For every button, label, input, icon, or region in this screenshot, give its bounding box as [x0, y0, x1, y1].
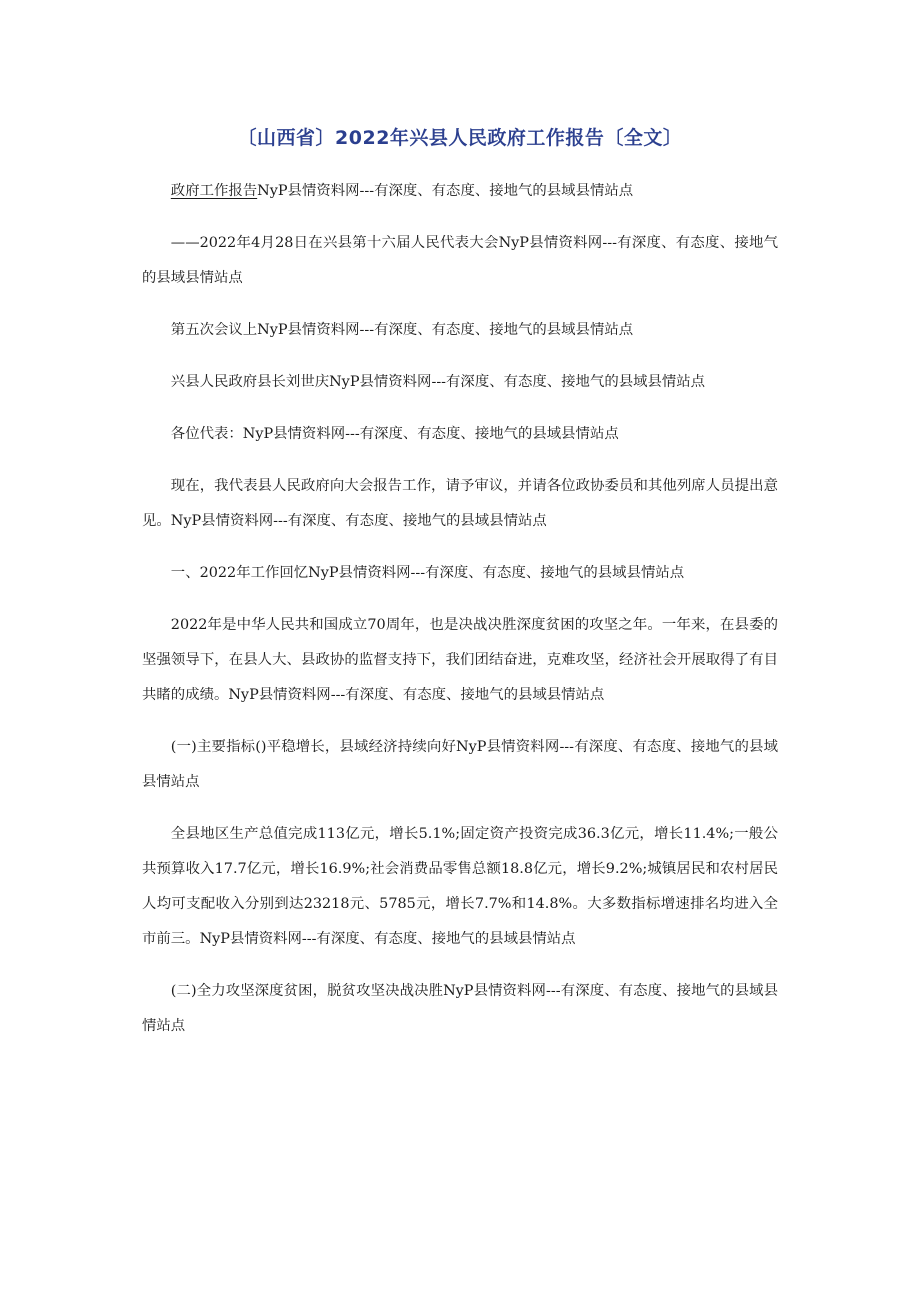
paragraph-6: 现在，我代表县人民政府向大会报告工作，请予审议，并请各位政协委员和其他列席人员提出意见。NyP县情资料网---有深度、有态度、接地气的县域县情站点: [142, 478, 778, 529]
paragraph-4: 兴县人民政府县长刘世庆NyP县情资料网---有深度、有态度、接地气的县域县情站点: [170, 374, 706, 390]
paragraph-1: [142, 174, 778, 209]
paragraph-5: 各位代表：NyP县情资料网---有深度、有态度、接地气的县域县情站点: [170, 426, 619, 442]
paragraph-9: (一)主要指标()平稳增长，县域经济持续向好NyP县情资料网---有深度、有态度、接地气的县域县情站点: [142, 739, 778, 790]
paragraph-3: 第五次会议上NyP县情资料网---有深度、有态度、接地气的县域县情站点: [170, 322, 634, 338]
paragraph-8: 2022年是中华人民共和国成立70周年，也是决战决胜深度贫困的攻坚之年。一年来，在县委的坚强领导下，在县人大、县政协的监督支持下，我们团结奋进，克难攻坚，经济社会开展取得了有目共睹的成绩。NyP县情资料网---有深度、有态度、接地气的县域县情站点: [142, 617, 778, 703]
paragraph-10: 全县地区生产总值完成113亿元，增长5.1%;固定资产投资完成36.3亿元，增长11.4%;一般公共预算收入17.7亿元，增长16.9%;社会消费品零售总额18.8亿元，增长9.2%;城镇居民和农村居民人均可支配收入分别到达23218元、5785元，增长7.7%和14.8%。大多数指标增速排名均进入全市前三。NyP县情资料网---有深度、有态度、接地气的县域县情站点: [142, 826, 778, 947]
paragraph-1-text: NyP县情资料网---有深度、有态度、接地气的县域县情站点: [257, 183, 634, 199]
paragraph-11: (二)全力攻坚深度贫困，脱贫攻坚决战决胜NyP县情资料网---有深度、有态度、接地气的县域县情站点: [142, 983, 778, 1034]
report-link[interactable]: 政府工作报告: [170, 183, 258, 199]
paragraph-2: ——2022年4月28日在兴县第十六届人民代表大会NyP县情资料网---有深度、有态度、接地气的县域县情站点: [142, 235, 778, 286]
paragraph-7: 一、2022年工作回忆NyP县情资料网---有深度、有态度、接地气的县域县情站点: [170, 565, 685, 581]
document-title: 〔山西省〕2022年兴县人民政府工作报告〔全文〕: [237, 127, 683, 149]
document-body: [142, 174, 778, 1061]
